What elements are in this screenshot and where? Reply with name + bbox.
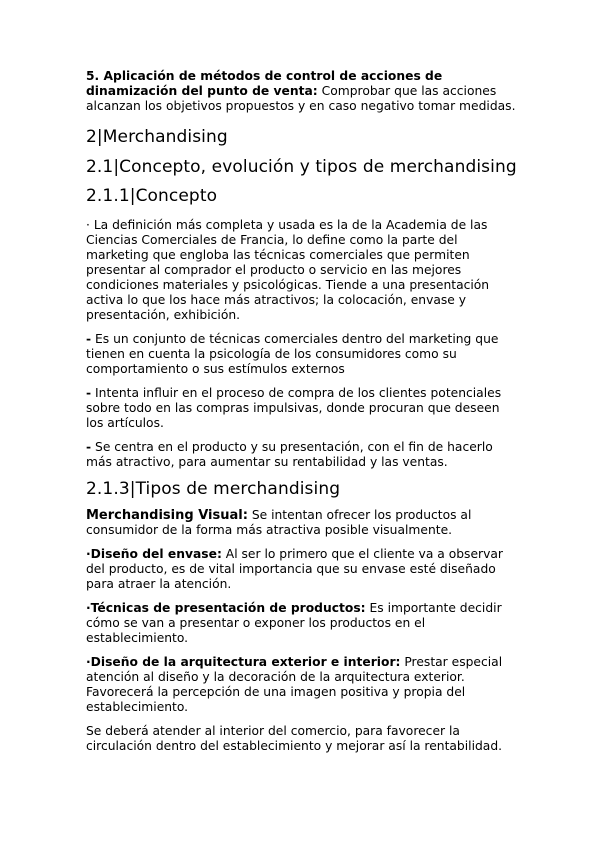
- tipo-tecnicas-paragraph: [86, 601, 518, 646]
- tipo-visual-paragraph: [86, 508, 518, 538]
- tipo-visual-text: Se intentan ofrecer los productos al consumidor de la forma más atractiva posible visualmente.: [86, 508, 472, 537]
- tipo-interior-paragraph: Se deberá atender al interior del comercio, para favorecer la circulación dentro del establecimiento y mejorar así la rentabilidad.: [86, 724, 503, 753]
- paragraph-bullet: -: [86, 440, 92, 454]
- concepto-paragraph: [86, 218, 518, 323]
- tipo-envase-label: ·Diseño del envase:: [86, 547, 222, 561]
- tipo-arquitectura-label: ·Diseño de la arquitectura exterior e interior:: [86, 655, 401, 669]
- paragraph-bullet: -: [86, 386, 92, 400]
- heading-concepto-evolucion: 2.1|Concepto, evolución y tipos de merchandising: [86, 157, 517, 177]
- heading-concepto: 2.1.1|Concepto: [86, 186, 218, 206]
- paragraph-text: La definición más completa y usada es la de la Academia de las Ciencias Comerciales de Francia, lo define como la parte del marketing que engloba las técnicas comerciales que permiten presentar al comprador el producto o servicio en las mejores condiciones materiales y psicológicas. Tiende a una presentación activa lo que los hace más atractivos; la colocación, envase y presentación, exhibición.: [86, 218, 490, 322]
- paragraph-text: Se centra en el producto y su presentación, con el fin de hacerlo más atractivo, para aumentar su rentabilidad y las ventas.: [86, 440, 493, 469]
- tipo-visual-label: Merchandising Visual:: [86, 508, 248, 523]
- intro-lead: 5. Aplicación de métodos de control de acciones de dinamización del punto de venta:: [86, 69, 443, 98]
- intro-text: Comprobar que las acciones alcanzan los objetivos propuestos y en caso negativo tomar medidas.: [86, 84, 516, 113]
- concepto-paragraph: [86, 332, 518, 377]
- tipo-tecnicas-text: Es importante decidir cómo se van a presentar o exponer los productos en el establecimiento.: [86, 601, 502, 645]
- concepto-paragraph: [86, 386, 518, 431]
- heading-merchandising: 2|Merchandising: [86, 127, 228, 147]
- paragraph-text: Es un conjunto de técnicas comerciales dentro del marketing que tienen en cuenta la psicología de los consumidores como su comportamiento o sus estímulos externos: [86, 332, 499, 376]
- paragraph-text: Intenta influir en el proceso de compra de los clientes potenciales sobre todo en las compras impulsivas, donde procuran que deseen los artículos.: [86, 386, 502, 430]
- tipo-arquitectura-text: Prestar especial atención al diseño y la decoración de la arquitectura exterior. Favorecerá la percepción de una imagen positiva y propia del establecimiento.: [86, 655, 503, 714]
- paragraph-bullet: ·: [86, 218, 90, 232]
- tipo-arquitectura-paragraph: [86, 655, 518, 715]
- document-content: [86, 69, 518, 763]
- tipo-envase-paragraph: [86, 547, 518, 592]
- paragraph-bullet: -: [86, 332, 92, 346]
- intro-paragraph: [86, 69, 518, 114]
- tipo-tecnicas-label: ·Técnicas de presentación de productos:: [86, 601, 366, 615]
- concepto-paragraph: [86, 440, 518, 470]
- tipo-envase-text: Al ser lo primero que el cliente va a observar del producto, es de vital importancia que su envase esté diseñado para atraer la atención.: [86, 547, 503, 591]
- heading-tipos: 2.1.3|Tipos de merchandising: [86, 479, 341, 499]
